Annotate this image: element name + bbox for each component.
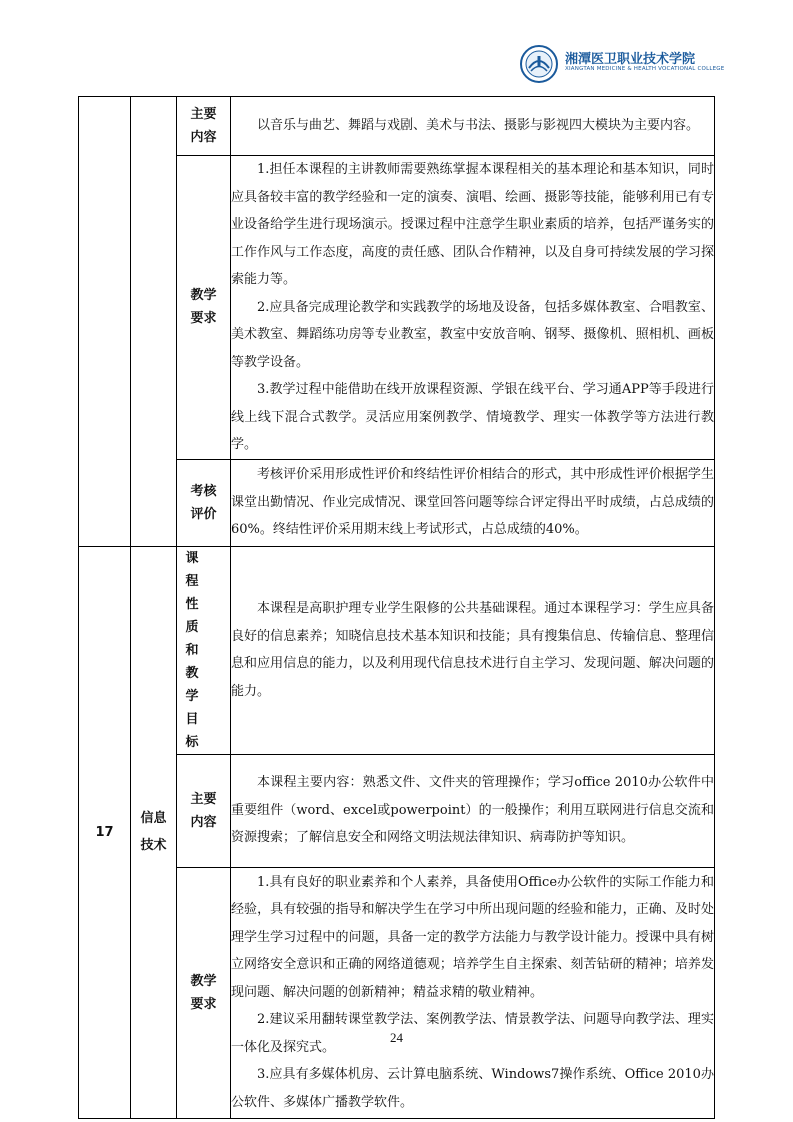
row-label: 主要内容 [177,97,231,156]
row-content [231,546,715,754]
content-paragraph: 1.具有良好的职业素养和个人素养，具备使用Office办公软件的实际工作能力和经验，具有较强的指导和解决学生在学习中所出现问题的经验和能力，正确、及时处理学生学习过程中的问题，具备一定的教学方法能力与教学设计能力。授课中具有树立网络安全意识和正确的网络道德观；培养学生自主探索、刻苦钻研的精神；培养发现问题、解决问题的创新精神；精益求精的敬业精神。 [231,874,714,1000]
content-paragraph: 2.应具备完成理论教学和实践教学的场地及设备，包括多媒体教室、合唱教室、美术教室、舞蹈练功房等专业教室，教室中安放音响、钢琴、摄像机、照相机、画板等教学设备。 [231,299,714,370]
course-name: 信息技术 [131,546,177,1118]
content-paragraph: 2.建议采用翻转课堂教学法、案例教学法、情景教学法、问题导向教学法、理实一体化及探究式。 [231,1012,714,1055]
row-label: 教学要求 [177,867,231,1118]
row-label: 课程性质和教学目标 [177,546,231,754]
school-logo [519,44,725,84]
course-name-cell [131,97,177,547]
row-content [231,754,715,867]
content-text: 本课程主要内容：熟悉文件、文件夹的管理操作；学习office 2010办公软件中重要组件（word、excel或powerpoint）的一般操作；利用互联网进行信息交流和资源搜索；了解信息安全和网络文明法规法律知识、病毒防护等知识。 [231,775,714,846]
page-number: 24 [390,1030,403,1045]
row-label: 教学要求 [177,156,231,460]
curriculum-table [78,96,715,1119]
school-emblem-icon [519,44,559,84]
row-content [231,97,715,156]
row-content [231,867,715,1118]
table-row [79,97,715,156]
content-paragraph: 3.教学过程中能借助在线开放课程资源、学银在线平台、学习通APP等手段进行线上线下混合式教学。灵活应用案例教学、情境教学、理实一体教学等方法进行教学。 [231,382,714,452]
row-label: 主要内容 [177,754,231,867]
content-text: 以音乐与曲艺、舞蹈与戏剧、美术与书法、摄影与影视四大模块为主要内容。 [257,118,700,134]
table-row [79,546,715,754]
content-text: 本课程是高职护理专业学生限修的公共基础课程。通过本课程学习：学生应具备良好的信息素养；知晓信息技术基本知识和技能；具有搜集信息、传输信息、整理信息和应用信息的能力，以及利用现代信息技术进行自主学习、发现问题、解决问题的能力。 [231,601,714,699]
content-paragraph: 1.担任本课程的主讲教师需要熟练掌握本课程相关的基本理论和基本知识，同时应具备较丰富的教学经验和一定的演奏、演唱、绘画、摄影等技能，能够利用已有专业设备给学生进行现场演示。授课过程中注意学生职业素质的培养，包括严谨务实的工作作风与工作态度，高度的责任感、团队合作精神，以及自身可持续发展的学习探索能力等。 [231,162,714,287]
row-label: 考核评价 [177,459,231,546]
school-name-en: XIANGTAN MEDICINE & HEALTH VOCATIONAL COLLEGE [565,66,725,72]
school-name: 湘潭医卫职业技术学院 [565,52,696,67]
row-content [231,459,715,546]
course-number: 17 [79,546,131,1118]
content-text: 考核评价采用形成性评价和终结性评价相结合的形式，其中形成性评价根据学生课堂出勤情况、作业完成情况、课堂回答问题等综合评定得出平时成绩，占总成绩的60%。终结性评价采用期末线上考试形式，占总成绩的40%。 [231,467,714,538]
course-num-cell [79,97,131,547]
row-content [231,156,715,460]
content-paragraph: 3.应具有多媒体机房、云计算电脑系统、Windows7操作系统、Office 2010办公软件、多媒体广播教学软件。 [231,1067,714,1110]
